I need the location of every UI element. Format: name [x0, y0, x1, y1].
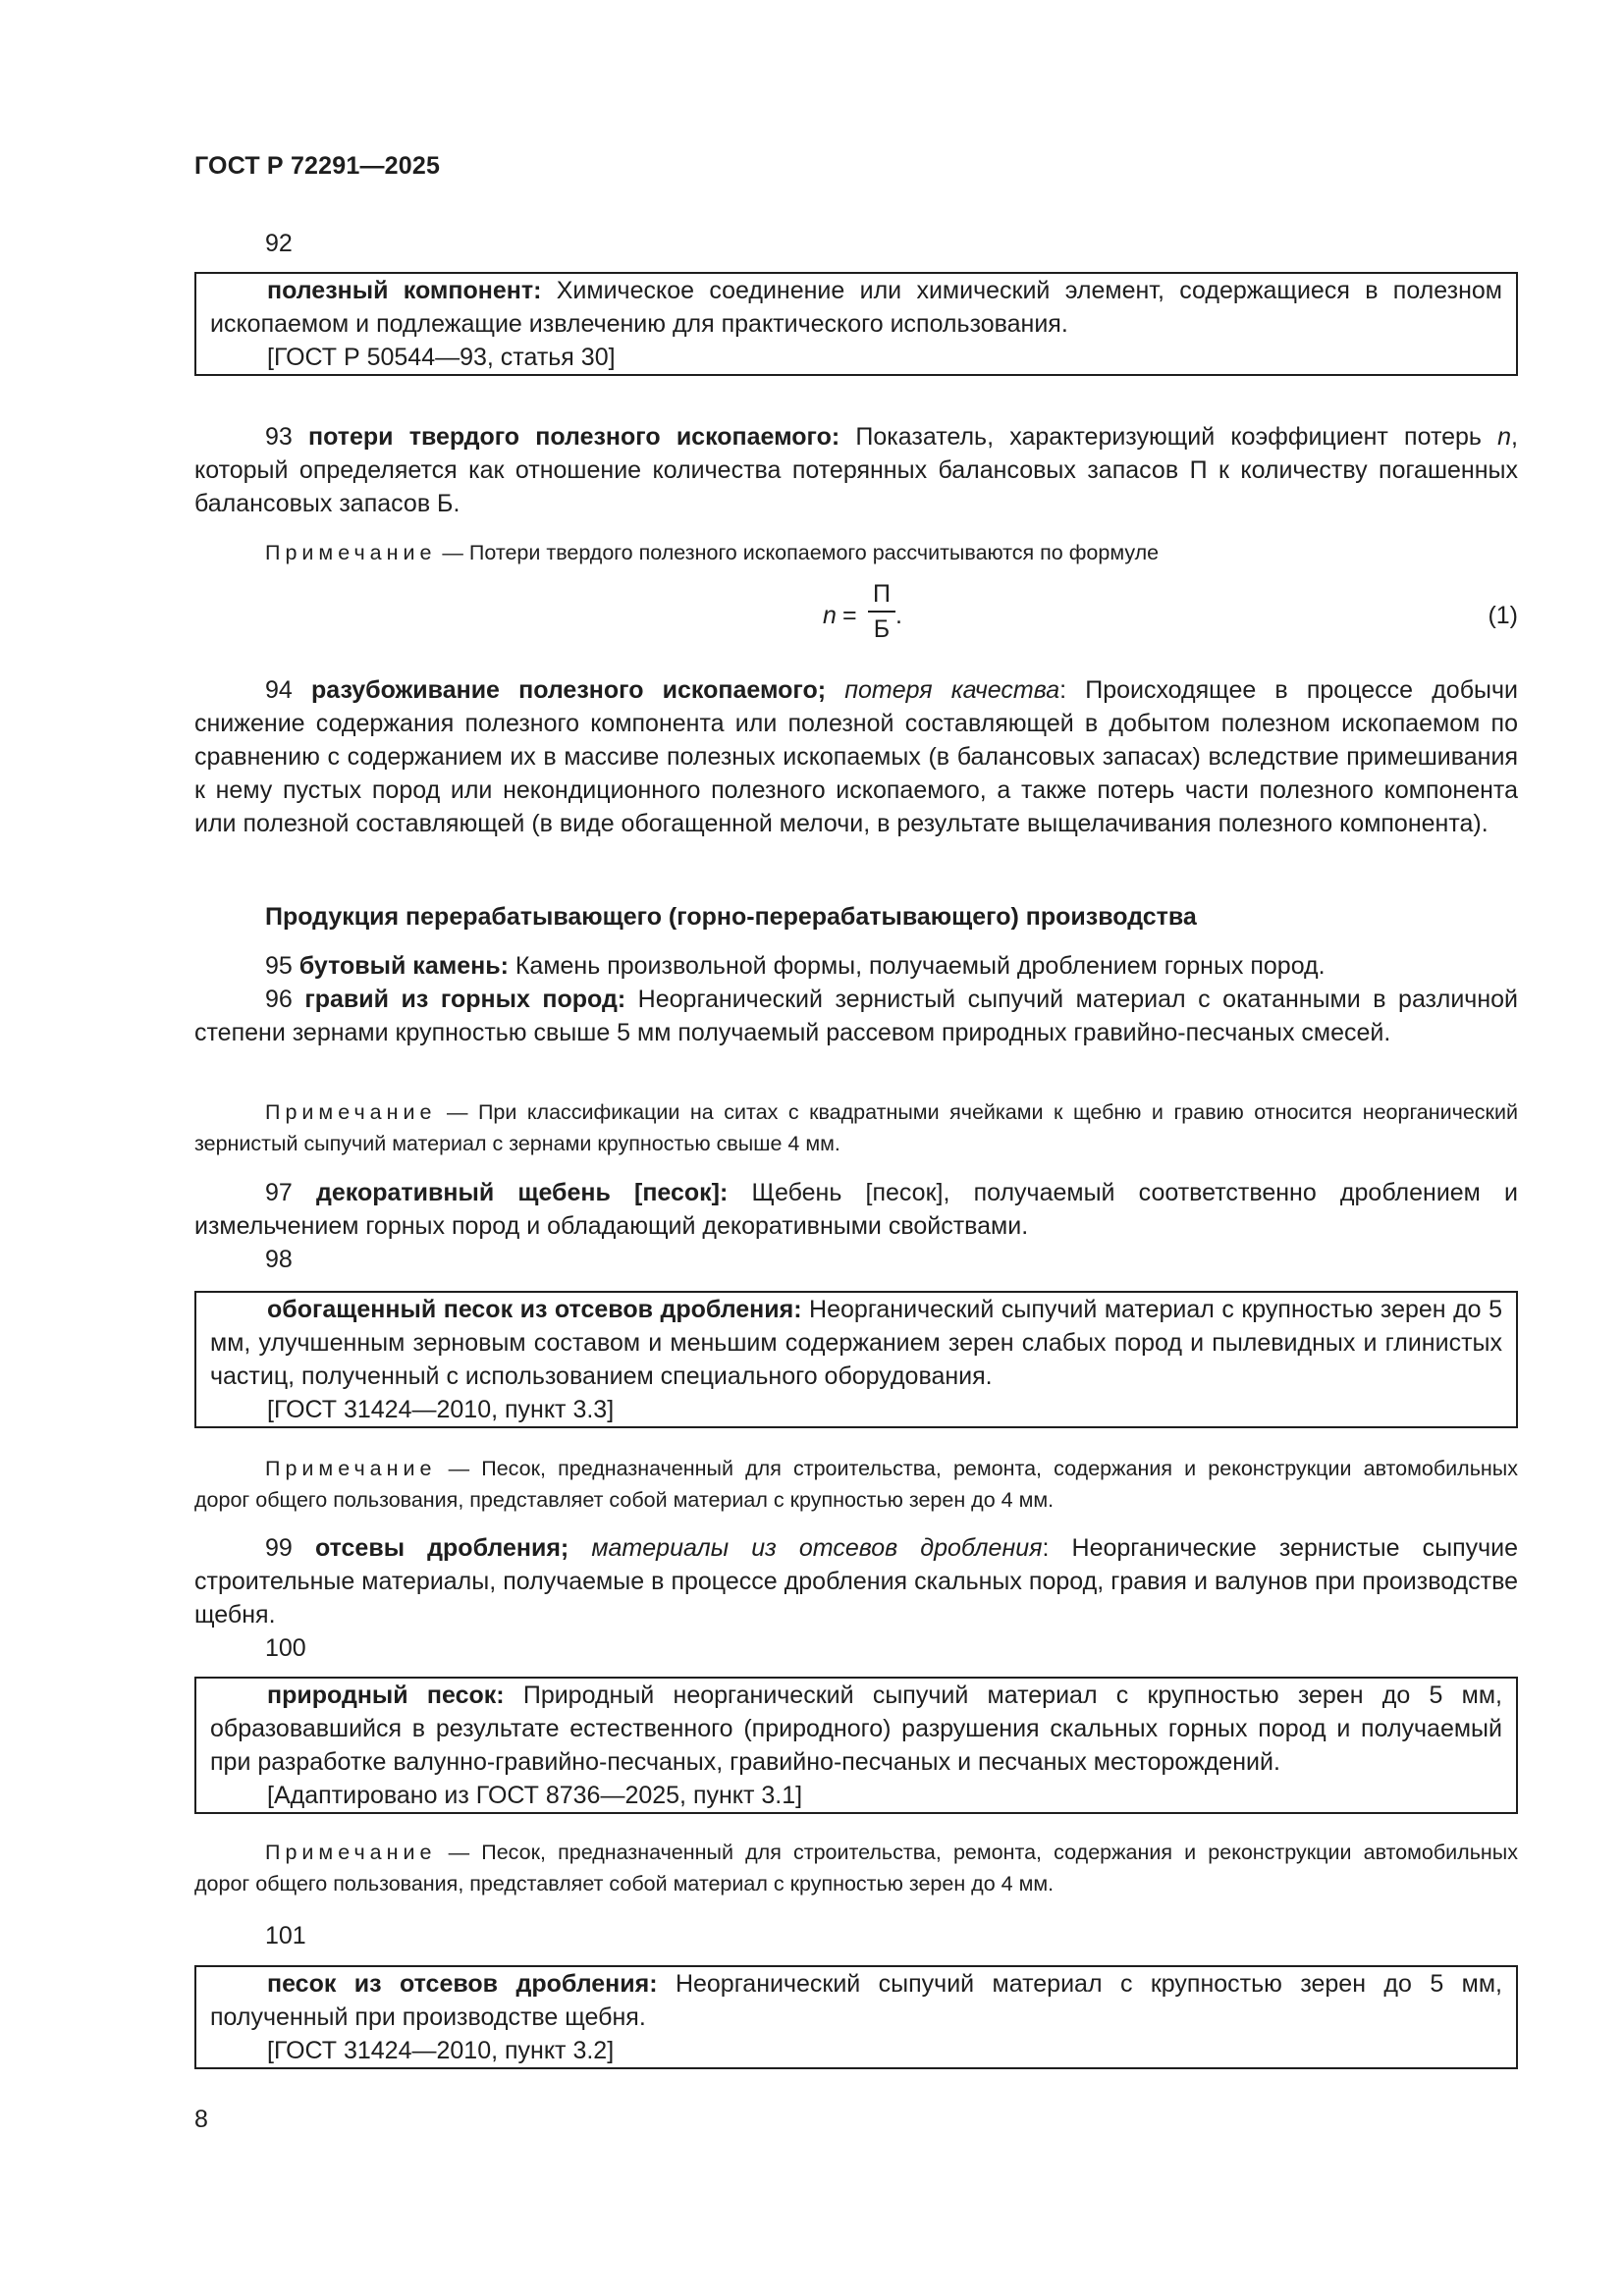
term-paragraph-95: 95 бутовый камень: Камень произвольной формы, получаемый дроблением горных пород. — [265, 952, 1326, 980]
formula-denominator: Б — [873, 615, 891, 643]
term-number-92: 92 — [265, 230, 293, 257]
term-paragraph-96: 96 гравий из горных пород: Неорганический зернистый сыпучий материал с окатанными в различной степени зернами крупностью свыше 5 мм получаемый рассевом природных гравийно-песчаных смесей. — [194, 986, 1518, 1046]
term-definition-100: природный песок: Природный неорганический сыпучий материал с крупностью зерен до 5 мм, образовавшийся в результате естественного (природного) разрушения скальных горных пород и получаемый при разработке валунно-гравийно-песчаных, гравийно-песчаных и песчаных месторождений. — [210, 1682, 1502, 1776]
document-header: ГОСТ Р 72291—2025 — [194, 152, 441, 180]
formula-fraction — [868, 579, 895, 644]
term-box-92 — [194, 272, 1518, 376]
note-96: Примечание — При классификации на ситах с квадратными ячейками к щебню и гравию относится неорганический зернистый сыпучий материал с зернами крупностью свыше 4 мм. — [194, 1100, 1518, 1155]
term-box-100 — [194, 1677, 1518, 1814]
term-reference-100: [Адаптировано из ГОСТ 8736—2025, пункт 3.1] — [267, 1782, 803, 1809]
formula-lhs: n — [823, 602, 837, 629]
note-93: Примечание — Потери твердого полезного ископаемого рассчитываются по формуле — [265, 541, 1160, 564]
term-reference-101: [ГОСТ 31424—2010, пункт 3.2] — [267, 2037, 615, 2064]
fraction-bar — [868, 611, 895, 613]
term-box-101 — [194, 1965, 1518, 2069]
synonym-99: материалы из отсевов дробления — [591, 1534, 1043, 1562]
term-reference-92: [ГОСТ Р 50544—93, статья 30] — [267, 344, 616, 371]
term-box-98 — [194, 1291, 1518, 1428]
term-number-100: 100 — [265, 1634, 306, 1662]
term-definition-98: обогащенный песок из отсевов дробления: Неорганический сыпучий материал с крупностью зерен до 5 мм, улучшенным зерновым составом и меньшим содержанием зерен слабых пород и пылевидных и глинистых частиц, полученный с использованием специального оборудования. — [210, 1296, 1503, 1390]
term-93: потери твердого полезного ископаемого: — [308, 423, 840, 451]
term-101: песок из отсевов дробления: — [267, 1970, 658, 1998]
term-92: полезный компонент: — [267, 277, 542, 304]
term-99: отсевы дробления; — [314, 1534, 569, 1562]
term-94: разубоживание полезного ископаемого; — [310, 676, 827, 704]
formula-number: (1) — [1488, 602, 1518, 629]
term-97: декоративный щебень [песок]: — [315, 1179, 729, 1206]
term-100: природный песок: — [267, 1682, 505, 1709]
term-number-101: 101 — [265, 1922, 306, 1949]
term-number-98: 98 — [265, 1246, 293, 1273]
term-reference-98: [ГОСТ 31424—2010, пункт 3.3] — [267, 1396, 615, 1423]
term-95: бутовый камень: — [298, 952, 509, 980]
term-paragraph-97: 97 декоративный щебень [песок]: Щебень [песок], получаемый соответственно дроблением и измельчением горных пород и обладающий декоративными свойствами. — [194, 1179, 1519, 1240]
term-paragraph-93: 93 потери твердого полезного ископаемого: Показатель, характеризующий коэффициент потерь n, который определяется как отношение количества потерянных балансовых запасов П к количеству погашенных балансовых запасов Б. — [194, 423, 1518, 517]
note-100: Примечание — Песок, предназначенный для строительства, ремонта, содержания и реконструкции автомобильных дорог общего пользования, представляет собой материал с крупностью зерен до 4 мм. — [194, 1841, 1518, 1896]
formula-dot: . — [895, 602, 902, 629]
note-98: Примечание — Песок, предназначенный для строительства, ремонта, содержания и реконструкции автомобильных дорог общего пользования, представляет собой материал с крупностью зерен до 4 мм. — [194, 1457, 1518, 1512]
synonym-94: потеря качества — [844, 676, 1060, 704]
term-98: обогащенный песок из отсевов дробления: — [267, 1296, 802, 1323]
term-paragraph-99: 99 отсевы дробления; материалы из отсевов дробления: Неорганические зернистые сыпучие строительные материалы, получаемые в процессе дробления скальных пород, гравия и валунов при производстве щебня. — [194, 1534, 1519, 1629]
page-number: 8 — [194, 2106, 208, 2133]
term-definition-92: полезный компонент: Химическое соединение или химический элемент, содержащиеся в полезном ископаемом и подлежащие извлечению для практического использования. — [210, 277, 1502, 338]
formula-equals: = — [842, 602, 857, 629]
section-title: Продукция перерабатывающего (горно-перерабатывающего) производства — [265, 903, 1197, 931]
term-paragraph-94: 94 разубоживание полезного ископаемого; потеря качества: Происходящее в процессе добычи снижение содержания полезного компонента или полезной составляющей в добытом полезном ископаемом по сравнению с содержанием их в массиве полезных ископаемых (в балансовых запасах) вследствие примешивания к нему пустых пород или некондиционного полезного ископаемого, а также потерь части полезного компонента или полезной составляющей (в виде обогащенной мелочи, в результате выщелачивания полезного компонента). — [194, 676, 1518, 837]
formula-1 — [194, 579, 1518, 658]
formula-numerator: П — [873, 580, 891, 608]
term-96: гравий из горных пород: — [304, 986, 626, 1013]
term-definition-101: песок из отсевов дробления: Неорганический сыпучий материал с крупностью зерен до 5 мм, полученный при производстве щебня. — [210, 1970, 1502, 2031]
